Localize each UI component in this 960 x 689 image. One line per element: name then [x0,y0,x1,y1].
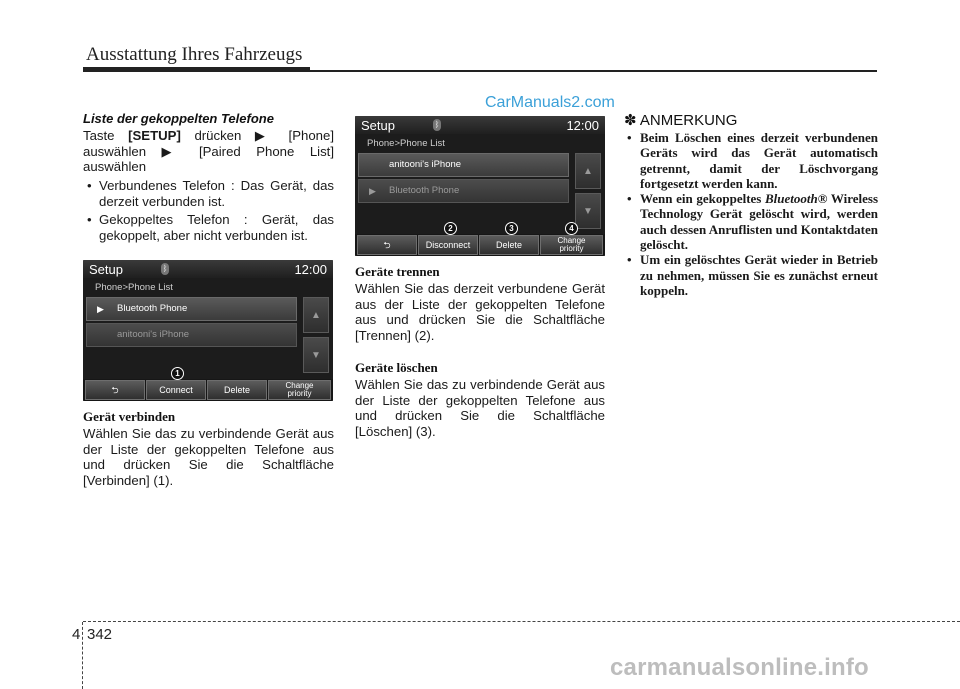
bullet-item: • Verbundenes Telefon : Das Gerät, das derzeit verbunden ist. [87,178,334,209]
intro-text-1: Taste [83,128,115,143]
page-number: 342 [87,626,113,643]
bullet-list [85,178,334,243]
delete-button[interactable]: Delete [207,380,267,400]
change-priority-button[interactable]: Change priority [268,380,331,400]
setup-screen-connect [83,260,333,401]
connect-paragraph: Wählen Sie das zu verbindende Gerät aus der Liste der gekoppelten Telefone aus und drücken Sie die Schaltfläche [Verbinden] (1). [83,426,334,488]
disconnect-heading: Geräte trennen [355,264,440,279]
scroll-up-button[interactable]: ▲ [303,297,329,333]
back-button[interactable]: ⮌ [357,235,417,255]
footer-vertical-divider [82,622,83,689]
screen-button-bar [83,379,333,401]
disconnect-paragraph: Wählen Sie das derzeit verbundene Gerät aus der Liste der gekoppelten Telefone aus und drücken Sie die Schaltfläche [Trennen] (2). [355,281,605,343]
callout-marker: 4 [565,222,578,235]
note-list [624,130,878,298]
setup-key-label: [SETUP] [128,128,181,143]
screen-clock: 12:00 [294,262,327,277]
phone-list-item[interactable]: anitooni's iPhone [358,153,569,177]
intro-text-2: drücken ▶ [Phone] auswählen ▶ [Paired Phone List] auswählen [83,128,334,174]
connect-button[interactable]: Connect [146,380,206,400]
watermark-link[interactable]: CarManuals2.com [485,94,615,111]
callout-marker: 3 [505,222,518,235]
screen-title: Setup [361,118,395,133]
intro-paragraph [83,128,334,175]
header-rule [83,67,310,72]
setup-screen-disconnect [355,116,605,256]
play-icon: ▶ [97,304,104,314]
footer-divider [83,621,960,622]
disconnect-button[interactable]: Disconnect [418,235,478,255]
callout-marker: 2 [444,222,457,235]
screen-title: Setup [89,262,123,277]
note-title: ✽ ANMERKUNG [624,112,738,129]
phone-list-item[interactable]: ▶ Bluetooth Phone [358,179,569,203]
header-rule-thin [310,70,877,72]
note-item: • Um ein gelöschtes Gerät wieder in Betrieb zu nehmen, müssen Sie es zunächst erneut koppeln. [627,252,878,298]
bluetooth-icon: ᛒ [162,264,168,273]
note-item: • Beim Löschen eines derzeit verbundenen Geräts wird das Gerät automatisch getrennt, damit der Löschvorgang fortgesetzt werden kann. [627,130,878,191]
connect-heading: Gerät verbinden [83,409,176,424]
screen-button-bar [355,234,605,256]
delete-button[interactable]: Delete [479,235,539,255]
asterisk-icon: ✽ [624,112,637,129]
scroll-up-button[interactable]: ▲ [575,153,601,189]
callout-marker: 1 [171,367,184,380]
page-header-title: Ausstattung Ihres Fahrzeugs [86,44,303,65]
delete-paragraph: Wählen Sie das zu verbindende Gerät aus der Liste der gekoppelten Telefone aus und drücken Sie die Schaltfläche [Löschen] (3). [355,377,605,439]
change-priority-button[interactable]: Change priority [540,235,603,255]
screen-breadcrumb: Phone>Phone List [95,282,173,293]
bluetooth-icon: ᛒ [434,120,440,129]
section-heading-paired-list: Liste der gekoppelten Telefone [83,111,274,126]
watermark-footer[interactable]: carmanualsonline.info [610,654,869,681]
screen-breadcrumb: Phone>Phone List [367,138,445,149]
delete-heading: Geräte löschen [355,360,438,375]
scroll-down-button[interactable]: ▼ [575,193,601,229]
chapter-number: 4 [72,626,81,643]
bullet-item: • Gekoppeltes Telefon : Gerät, das gekoppelt, aber nicht verbunden ist. [87,212,334,243]
play-icon: ▶ [369,186,376,196]
screen-clock: 12:00 [566,118,599,133]
note-item: • Wenn ein gekoppeltes Bluetooth® Wireless Technology Gerät gelöscht wird, werden auch dessen Anruflisten und Kontaktdaten gelöscht. [627,191,879,253]
phone-list-item[interactable]: ▶ Bluetooth Phone [86,297,297,321]
back-button[interactable]: ⮌ [85,380,145,400]
scroll-down-button[interactable]: ▼ [303,337,329,373]
phone-list-item[interactable]: anitooni's iPhone [86,323,297,347]
